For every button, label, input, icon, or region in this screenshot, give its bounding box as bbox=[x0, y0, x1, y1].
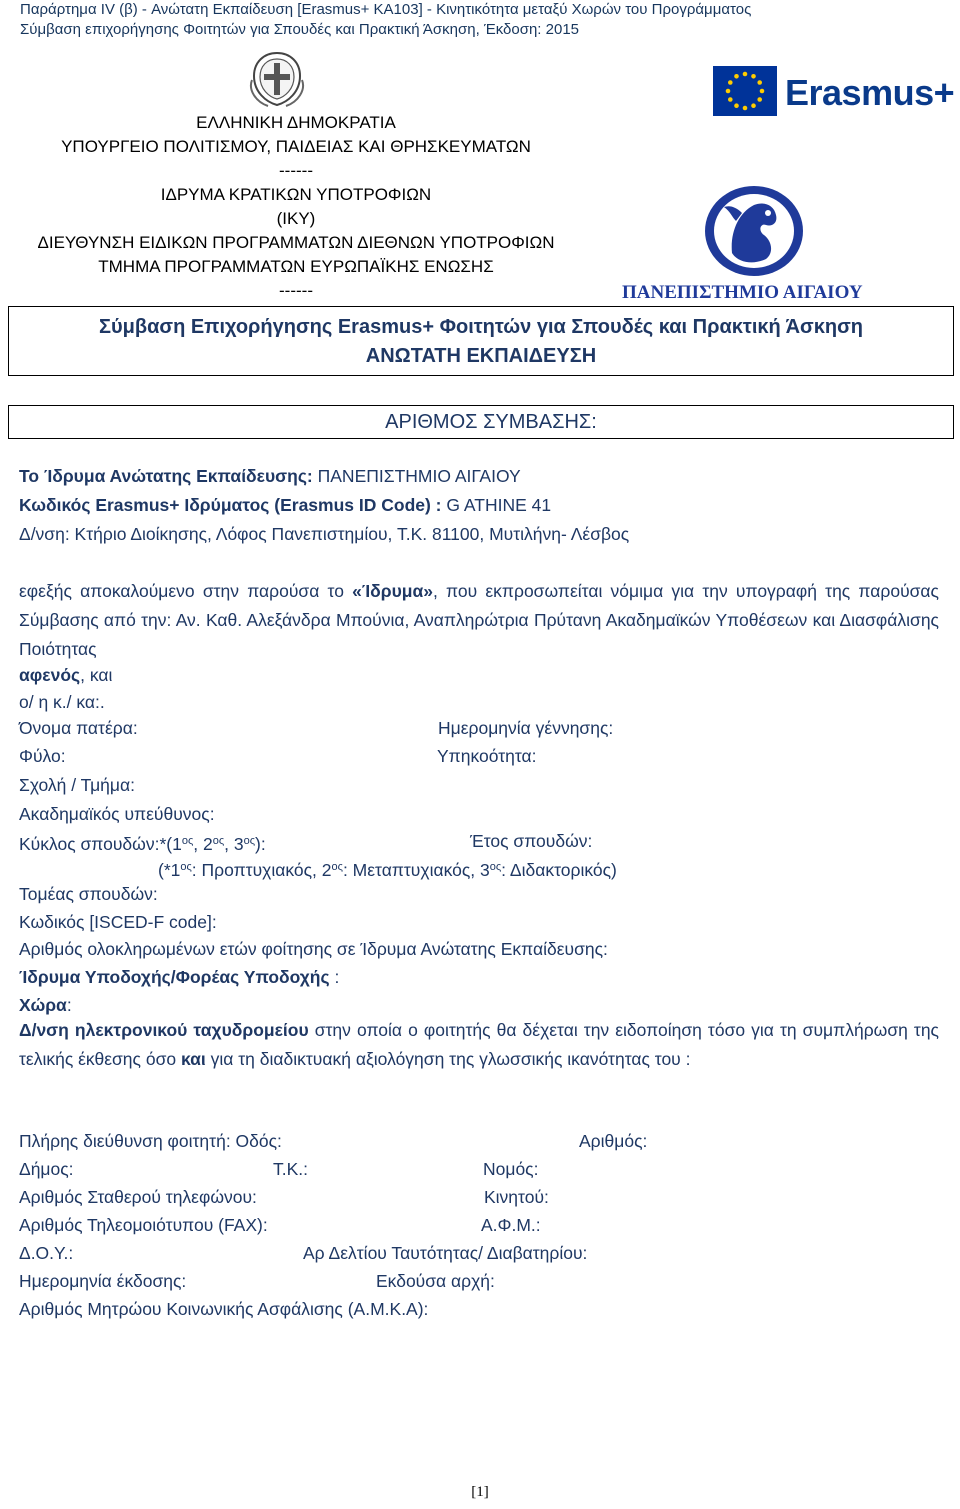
cycle-sup-3: ος bbox=[243, 835, 256, 847]
note-text-1: (*1 bbox=[158, 860, 181, 880]
government-block bbox=[0, 111, 592, 303]
document-header-line-2: Σύμβαση επιχορήγησης Φοιτητών για Σπουδές και Πρακτική Άσκηση, Έκδοση: 2015 bbox=[20, 21, 580, 38]
note-text-3: : Μεταπτυχιακός, 3 bbox=[342, 860, 490, 880]
gov-line-6: ΤΜΗΜΑ ΠΡΟΓΡΑΜΜΑΤΩΝ ΕΥΡΩΠΑΪΚΗΣ ΕΝΩΣΗΣ bbox=[98, 257, 494, 276]
host-institution-label: Ίδρυμα Υποδοχής/Φορέας Υποδοχής bbox=[19, 967, 330, 987]
study-year-label: Έτος σπουδών: bbox=[470, 831, 593, 851]
erasmus-code-row bbox=[19, 491, 551, 520]
gov-line-5: ΔΙΕΥΘΥΝΣΗ ΕΙΔΙΚΩΝ ΠΡΟΓΡΑΜΜΑΤΩΝ ΔΙΕΘΝΩΝ ΥΠΟΤΡΟΦΙΩΝ bbox=[37, 233, 555, 252]
years-completed-label: Αριθμός ολοκληρωμένων ετών φοίτησης σε Ίδρυμα Ανώτατης Εκπαίδευσης: bbox=[19, 939, 608, 959]
note-sup-1: ος bbox=[180, 861, 192, 873]
institution-name-value: ΠΑΝΕΠΙΣΤΗΜΙΟ ΑΙΓΑΙΟΥ bbox=[317, 466, 521, 486]
erasmus-logo-text: Erasmus+ bbox=[785, 72, 955, 113]
erasmus-code-label: Κωδικός Erasmus+ Ιδρύματος (Erasmus ID Code) : bbox=[19, 495, 442, 515]
gov-line-3: ΙΔΡΥΜΑ ΚΡΑΤΙΚΩΝ ΥΠΟΤΡΟΦΙΩΝ bbox=[160, 185, 432, 204]
study-field-label: Τομέας σπουδών: bbox=[19, 884, 158, 904]
host-institution-row bbox=[19, 963, 339, 992]
cycle-sup-1: ος bbox=[181, 835, 194, 847]
contract-subtitle: ΑΝΩΤΑΤΗ ΕΚΠΑΙΔΕΥΣΗ bbox=[365, 345, 597, 367]
isced-code-label: Κωδικός [ISCED-F code]: bbox=[19, 912, 217, 932]
and-text: , και bbox=[80, 665, 113, 685]
erasmus-code-value: G ATHINE 41 bbox=[446, 495, 552, 515]
contract-number-box bbox=[8, 405, 954, 439]
email-paragraph bbox=[19, 1016, 939, 1074]
school-label: Σχολή / Τμήμα: bbox=[19, 775, 135, 795]
host-institution-colon: : bbox=[329, 967, 340, 987]
birth-date-label: Ημερομηνία γέννησης: bbox=[438, 718, 614, 738]
note-sup-3: ος bbox=[489, 861, 502, 873]
address-number-label: Αριθμός: bbox=[579, 1131, 648, 1151]
institution-term: «Ίδρυμα» bbox=[352, 581, 433, 601]
gender-label: Φύλο: bbox=[19, 746, 66, 766]
contract-title: Σύμβαση Επιχορήγησης Erasmus+ Φοιτητών για Σπουδές και Πρακτική Άσκηση bbox=[99, 316, 863, 338]
cycle-text-1: Κύκλος σπουδών:*(1 bbox=[19, 834, 182, 854]
email-text-b: για τη διαδικτυακή αξιολόγηση της γλωσσικής ικανότητας του : bbox=[205, 1049, 691, 1069]
cycle-sup-2: ος bbox=[212, 835, 225, 847]
email-and: και bbox=[180, 1049, 206, 1069]
municipality-label: Δήμος: bbox=[19, 1159, 74, 1179]
gov-line-4: (ΙΚΥ) bbox=[276, 209, 316, 228]
mobile-label: Κινητού: bbox=[484, 1187, 549, 1207]
note-sup-2: ος bbox=[331, 861, 343, 873]
cycle-text-3: , 3 bbox=[224, 834, 244, 854]
gov-separator-2: ------ bbox=[279, 281, 313, 300]
erasmus-logo bbox=[713, 66, 955, 120]
doy-label: Δ.Ο.Υ.: bbox=[19, 1243, 74, 1263]
greek-emblem-icon bbox=[246, 50, 308, 108]
note-text-2: : Προπτυχιακός, 2 bbox=[191, 860, 332, 880]
gov-separator-1: ------ bbox=[279, 161, 313, 180]
email-label: Δ/νση ηλεκτρονικού ταχυδρομείου bbox=[19, 1020, 309, 1040]
cycle-text-4: ): bbox=[255, 834, 266, 854]
document-header-line-1: Παράρτημα IV (β) - Ανώτατη Εκπαίδευση [Erasmus+ KA103] - Κινητικότητα μεταξύ Χωρών του Προγράμματος bbox=[20, 1, 752, 18]
institution-address: Δ/νση: Κτήριο Διοίκησης, Λόφος Πανεπιστημίου, Τ.Κ. 81100, Μυτιλήνη- Λέσβος bbox=[19, 524, 630, 544]
nationality-label: Υπηκοότητα: bbox=[437, 746, 537, 766]
on-the-one-hand-row bbox=[19, 661, 112, 690]
id-number-label: Αρ Δελτίου Ταυτότητας/ Διαβατηρίου: bbox=[303, 1243, 588, 1263]
intro-paragraph bbox=[19, 577, 939, 664]
student-salutation: ο/ η κ./ κα:. bbox=[19, 692, 105, 712]
amka-label: Αριθμός Μητρώου Κοινωνικής Ασφάλισης (Α.Μ.Κ.Α): bbox=[19, 1299, 429, 1319]
institution-name-row bbox=[19, 462, 521, 491]
issue-date-label: Ημερομηνία έκδοσης: bbox=[19, 1271, 187, 1291]
full-address-label: Πλήρης διεύθυνση φοιτητή: Οδός: bbox=[19, 1131, 282, 1151]
on-the-one-hand: αφενός bbox=[19, 665, 81, 685]
university-name: ΠΑΝΕΠΙΣΤΗΜΙΟ ΑΙΓΑΙΟΥ bbox=[622, 282, 863, 303]
postal-code-label: Τ.Κ.: bbox=[273, 1159, 309, 1179]
page-number: [1] bbox=[471, 1484, 489, 1500]
institution-name-label: Το Ίδρυμα Ανώτατης Εκπαίδευσης: bbox=[19, 466, 313, 486]
afm-label: Α.Φ.Μ.: bbox=[481, 1215, 541, 1235]
issuing-authority-label: Εκδούσα αρχή: bbox=[376, 1271, 495, 1291]
prefecture-label: Νομός: bbox=[483, 1159, 539, 1179]
aegean-seal-icon bbox=[702, 183, 806, 279]
note-text-4: : Διδακτορικός) bbox=[501, 860, 617, 880]
contract-number-label: ΑΡΙΘΜΟΣ ΣΥΜΒΑΣΗΣ: bbox=[385, 411, 597, 433]
fax-label: Αριθμός Τηλεομοιότυπου (FAX): bbox=[19, 1215, 268, 1235]
intro-text-a: εφεξής αποκαλούμενο στην παρούσα το bbox=[19, 581, 353, 601]
contract-title-box bbox=[8, 306, 954, 376]
academic-supervisor-label: Ακαδημαϊκός υπεύθυνος: bbox=[19, 804, 215, 824]
study-cycle-note bbox=[158, 853, 617, 885]
intro-text-b: , που εκπροσωπείται νόμιμα για την υπογραφή της παρούσας Σύμβασης από την: Αν. Καθ. Αλεξάνδρα Μπούνια, Αναπληρώτρια Πρύτανη Ακαδημαϊκών Υποθέσεων και Διασφάλισης Ποιότητας bbox=[19, 581, 939, 659]
landline-label: Αριθμός Σταθερού τηλεφώνου: bbox=[19, 1187, 257, 1207]
gov-line-1: ΕΛΛΗΝΙΚΗ ΔΗΜΟΚΡΑΤΙΑ bbox=[196, 113, 396, 132]
cycle-text-2: , 2 bbox=[193, 834, 213, 854]
gov-line-2: ΥΠΟΥΡΓΕΙΟ ΠΟΛΙΤΙΣΜΟΥ, ΠΑΙΔΕΙΑΣ ΚΑΙ ΘΡΗΣΚΕΥΜΑΤΩΝ bbox=[61, 137, 531, 156]
country-colon: : bbox=[66, 995, 72, 1015]
country-label: Χώρα bbox=[19, 995, 67, 1015]
father-name-label: Όνομα πατέρα: bbox=[19, 718, 138, 738]
email-text-a: στην οποία ο φοιτητής θα δέχεται την ειδοποίηση τόσο για τη συμπλήρωση της τελικής έκθεσης όσο bbox=[19, 1020, 939, 1069]
